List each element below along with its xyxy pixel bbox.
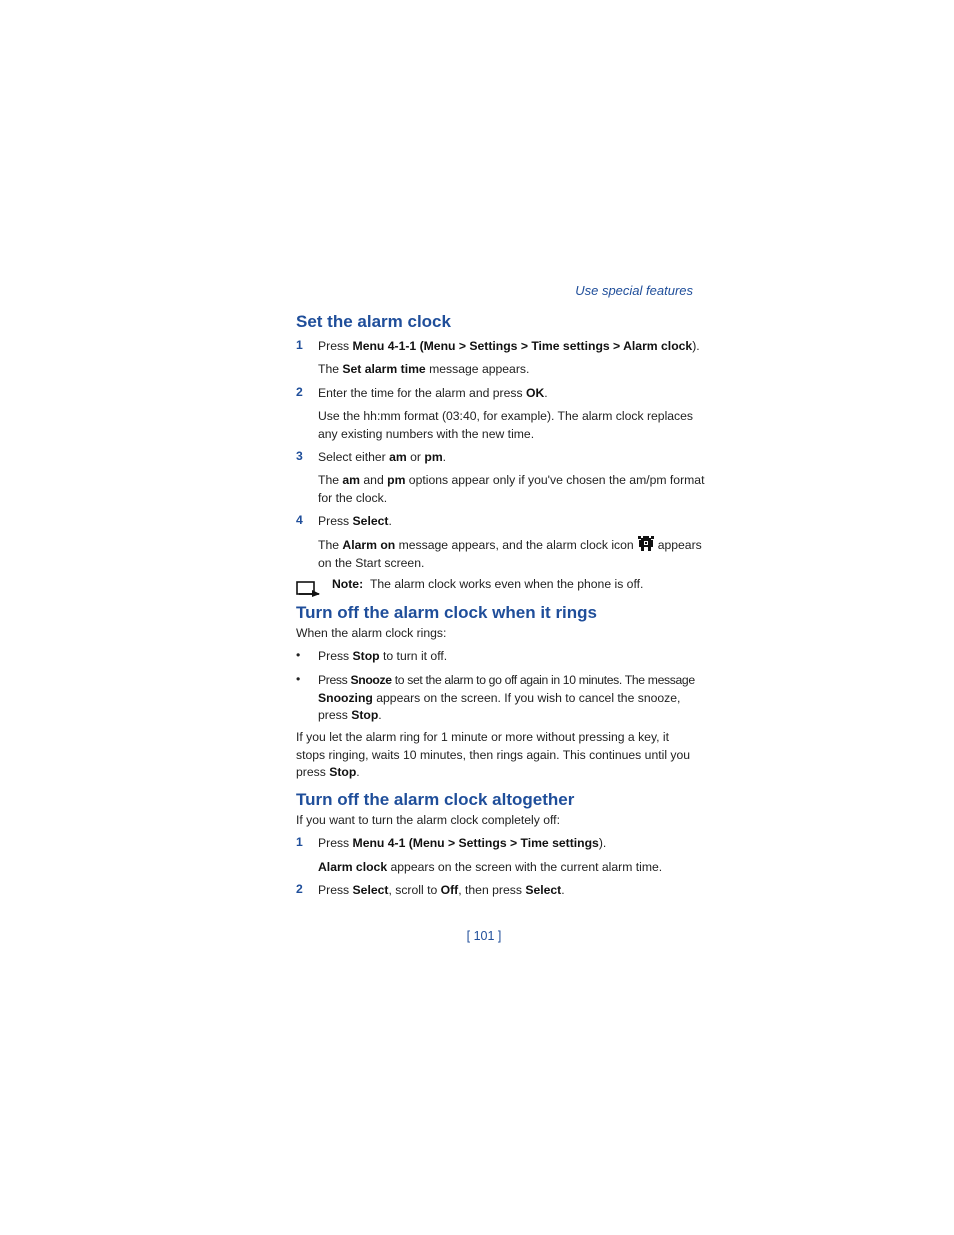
- bullet: •: [296, 672, 301, 686]
- list-item: Press Snooze to set the alarm to go off again in 10 minutes. The message Snoozing appears on the screen. If you wish to cancel the snooze, press Stop.: [318, 673, 695, 722]
- step-text: Press Select.: [318, 514, 392, 528]
- section-intro: If you want to turn the alarm clock completely off:: [296, 813, 560, 827]
- section-intro: When the alarm clock rings:: [296, 626, 447, 640]
- step-text: Press Menu 4-1-1 (Menu > Settings > Time settings > Alarm clock).: [318, 339, 700, 353]
- section-title-turn-off-rings: Turn off the alarm clock when it rings: [296, 603, 598, 622]
- alarm-clock-icon: [638, 536, 654, 552]
- step-number: 1: [296, 835, 303, 849]
- step-text: Press Select, scroll to Off, then press Select.: [318, 883, 565, 897]
- step-text: Select either am or pm.: [318, 450, 447, 464]
- step-number: 3: [296, 449, 303, 463]
- note-icon: [296, 581, 320, 597]
- note-label: Note:: [332, 577, 364, 591]
- step-text: Enter the time for the alarm and press OK.: [318, 386, 548, 400]
- step-note: The Alarm on message appears, and the alarm clock icon appears on the Start screen.: [318, 538, 702, 570]
- section-title-set-alarm: Set the alarm clock: [296, 312, 451, 331]
- bullet: •: [296, 648, 301, 662]
- step-text: Press Menu 4-1 (Menu > Settings > Time settings).: [318, 836, 607, 850]
- paragraph: If you let the alarm ring for 1 minute or more without pressing a key, it stops ringing, waits 10 minutes, then rings again. This continues until you press Stop.: [296, 730, 691, 779]
- step-note: Use the hh:mm format (03:40, for example). The alarm clock replaces any existing numbers with the new time.: [318, 409, 694, 441]
- step-note: Alarm clock appears on the screen with the current alarm time.: [318, 860, 663, 874]
- step-note: The am and pm options appear only if you've chosen the am/pm format for the clock.: [318, 473, 705, 505]
- step-number: 2: [296, 385, 303, 399]
- note: Note: The alarm clock works even when the phone is off.: [332, 577, 644, 591]
- running-head: Use special features: [575, 283, 693, 298]
- step-note: The Set alarm time message appears.: [318, 362, 530, 376]
- list-item: Press Stop to turn it off.: [318, 649, 448, 663]
- page-number: [ 101 ]: [466, 929, 502, 943]
- step-number: 4: [296, 513, 303, 527]
- section-title-turn-off-altogether: Turn off the alarm clock altogether: [296, 790, 575, 809]
- step-number: 2: [296, 882, 303, 896]
- step-number: 1: [296, 338, 303, 352]
